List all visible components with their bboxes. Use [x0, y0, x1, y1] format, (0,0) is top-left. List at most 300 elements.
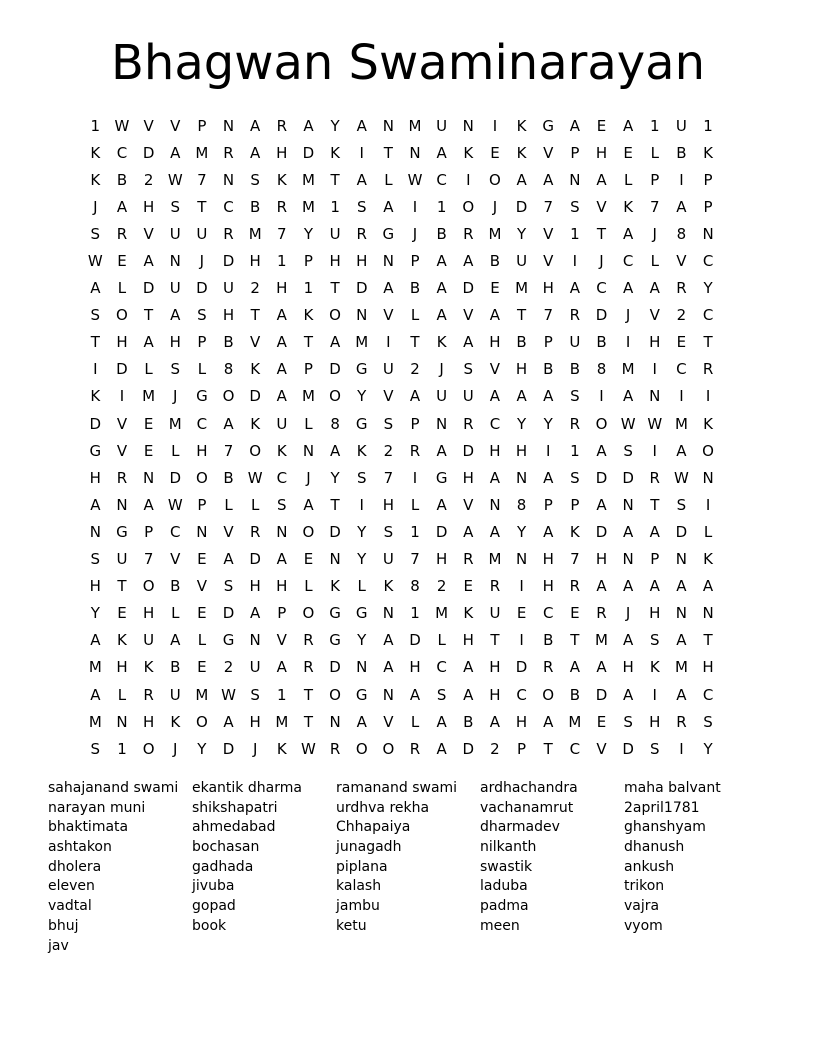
grid-letter: V — [276, 631, 287, 650]
grid-letter: A — [276, 658, 287, 677]
grid-letter: A — [436, 143, 447, 162]
grid-letter: E — [676, 333, 687, 352]
grid-letter: I — [545, 441, 551, 460]
grid-letter: A — [623, 279, 634, 298]
grid-letter: R — [542, 658, 554, 677]
grid-letter: K — [90, 143, 101, 162]
grid-letter: A — [623, 522, 634, 541]
grid-letter: D — [222, 739, 235, 758]
grid-letter: A — [543, 468, 554, 487]
grid-letter: 1 — [650, 116, 660, 135]
grid-letter: L — [144, 360, 153, 379]
grid-letter: H — [542, 550, 554, 569]
grid-letter: Y — [516, 414, 527, 433]
grid-letter: N — [382, 116, 394, 135]
grid-letter: M — [408, 116, 422, 135]
grid-letter: H — [462, 468, 474, 487]
grid-letter: S — [570, 197, 580, 216]
grid-letter: R — [649, 468, 660, 487]
grid-letter: H — [329, 252, 341, 271]
grid-letter: J — [652, 224, 657, 243]
grid-letter: G — [355, 414, 368, 433]
page-title: Bhagwan Swaminarayan — [110, 35, 706, 91]
grid-letter: M — [595, 631, 608, 650]
grid-letter: R — [463, 414, 474, 433]
grid-letter: H — [276, 577, 288, 596]
grid-letter: I — [625, 333, 631, 352]
grid-letter: E — [596, 712, 607, 731]
grid-letter: E — [197, 604, 207, 623]
grid-letter: P — [197, 116, 207, 135]
grid-letter: T — [410, 333, 420, 352]
grid-letter: N — [569, 170, 581, 189]
grid-letter: S — [90, 550, 101, 569]
grid-letter: K — [170, 712, 181, 731]
grid-letter: W — [167, 495, 183, 514]
grid-letter: J — [199, 252, 205, 271]
word-list-item: shikshapatri — [192, 799, 278, 816]
grid-letter: A — [489, 306, 501, 325]
grid-letter: A — [596, 495, 607, 514]
grid-letter: I — [679, 387, 684, 406]
grid-letter: H — [489, 333, 501, 352]
grid-letter: A — [303, 116, 314, 135]
grid-letter: H — [515, 441, 528, 460]
grid-letter: N — [382, 685, 394, 704]
grid-letter: V — [143, 224, 154, 243]
grid-letter: N — [169, 252, 181, 271]
grid-letter: A — [356, 712, 367, 731]
grid-letter: 7 — [223, 441, 234, 460]
grid-letter: R — [596, 604, 607, 623]
grid-letter: K — [623, 197, 634, 216]
grid-letter: B — [170, 577, 181, 596]
grid-letter: D — [622, 739, 634, 758]
grid-letter: R — [223, 143, 234, 162]
grid-letter: R — [276, 197, 288, 216]
grid-letter: N — [329, 712, 341, 731]
grid-letter: H — [489, 685, 501, 704]
grid-letter: A — [383, 197, 394, 216]
grid-letter: H — [222, 306, 235, 325]
grid-letter: P — [303, 360, 313, 379]
grid-letter: A — [649, 577, 660, 596]
grid-letter: R — [569, 306, 581, 325]
grid-letter: H — [116, 658, 128, 677]
grid-letter: K — [90, 387, 101, 406]
grid-letter: N — [702, 468, 714, 487]
grid-letter: E — [197, 658, 207, 677]
word-list-item: narayan muni — [48, 799, 146, 816]
grid-letter: R — [409, 441, 421, 460]
grid-letter: K — [703, 143, 713, 162]
grid-letter: K — [90, 170, 101, 189]
word-list-item: jav — [48, 937, 69, 954]
grid-letter: J — [173, 739, 178, 758]
grid-letter: E — [623, 143, 633, 162]
grid-letter: N — [489, 495, 501, 514]
grid-letter: U — [169, 279, 181, 298]
grid-letter: H — [542, 577, 554, 596]
grid-letter: G — [435, 468, 448, 487]
grid-letter: A — [516, 387, 527, 406]
grid-letter: H — [169, 333, 181, 352]
grid-row — [82, 708, 721, 735]
grid-letter: A — [90, 279, 101, 298]
grid-letter: A — [303, 495, 314, 514]
grid-letter: T — [250, 306, 260, 325]
grid-letter: L — [224, 495, 233, 514]
word-list-item: maha balvant — [624, 780, 721, 796]
grid-letter: H — [249, 577, 261, 596]
grid-row — [82, 275, 721, 302]
word-list-item: kalash — [336, 878, 382, 895]
grid-letter: C — [489, 414, 501, 433]
grid-letter: A — [596, 170, 607, 189]
grid-letter: A — [623, 387, 634, 406]
grid-letter: J — [439, 360, 444, 379]
word-list-item: ankush — [624, 858, 675, 875]
grid-letter: A — [543, 170, 554, 189]
grid-letter: A — [250, 604, 261, 623]
grid-letter: V — [170, 550, 181, 569]
grid-letter: N — [462, 116, 474, 135]
grid-letter: A — [623, 224, 634, 243]
grid-letter: 1 — [303, 279, 314, 298]
grid-letter: A — [489, 522, 501, 541]
grid-letter: W — [407, 170, 423, 189]
grid-letter: T — [197, 197, 207, 216]
grid-letter: O — [302, 604, 315, 623]
grid-letter: C — [622, 252, 634, 271]
grid-letter: G — [355, 604, 368, 623]
letter-grid — [82, 112, 721, 762]
grid-letter: R — [276, 116, 288, 135]
grid-letter: Y — [90, 604, 100, 623]
word-list-item: eleven — [48, 878, 95, 895]
grid-letter: O — [142, 577, 155, 596]
grid-letter: R — [303, 658, 314, 677]
grid-letter: K — [703, 414, 713, 433]
grid-letter: V — [170, 116, 181, 135]
grid-letter: 8 — [410, 577, 420, 596]
grid-letter: O — [222, 387, 235, 406]
word-list-item: ramanand swami — [336, 780, 458, 796]
grid-letter: U — [516, 252, 528, 271]
grid-letter: U — [489, 604, 501, 623]
grid-letter: B — [223, 333, 234, 352]
grid-letter: A — [436, 252, 447, 271]
grid-letter: Y — [330, 468, 340, 487]
grid-letter: D — [515, 197, 528, 216]
word-list — [48, 779, 768, 956]
grid-letter: G — [542, 116, 555, 135]
grid-letter: K — [276, 441, 287, 460]
grid-letter: V — [116, 441, 128, 460]
grid-letter: A — [596, 658, 607, 677]
grid-letter: H — [196, 441, 208, 460]
grid-letter: V — [463, 306, 474, 325]
word-list-item: 2april1781 — [624, 799, 700, 816]
grid-letter: U — [223, 279, 235, 298]
grid-letter: A — [250, 143, 261, 162]
grid-letter: A — [596, 577, 607, 596]
grid-letter: P — [650, 170, 660, 189]
grid-letter: C — [702, 306, 714, 325]
grid-letter: N — [675, 604, 688, 623]
grid-letter: S — [436, 685, 447, 704]
grid-letter: O — [302, 522, 315, 541]
grid-letter: 7 — [650, 197, 660, 216]
word-list-column — [480, 779, 624, 956]
grid-letter: I — [679, 170, 684, 189]
grid-letter: A — [543, 522, 554, 541]
grid-letter: H — [436, 550, 448, 569]
grid-letter: M — [568, 712, 582, 731]
grid-letter: R — [702, 360, 714, 379]
grid-letter: B — [596, 333, 607, 352]
grid-letter: S — [623, 441, 633, 460]
grid-letter: A — [569, 116, 580, 135]
grid-letter: A — [436, 739, 447, 758]
grid-letter: A — [676, 685, 687, 704]
word-list-item: urdhva rekha — [336, 799, 430, 816]
grid-letter: A — [170, 143, 181, 162]
grid-row — [82, 247, 721, 274]
grid-letter: M — [435, 604, 449, 623]
grid-letter: K — [516, 143, 527, 162]
grid-letter: Y — [357, 631, 367, 650]
grid-letter: J — [599, 252, 604, 271]
grid-letter: 1 — [117, 739, 127, 758]
grid-letter: 7 — [543, 306, 553, 325]
grid-letter: A — [623, 685, 634, 704]
grid-letter: Y — [303, 224, 314, 243]
word-list-item: dholera — [48, 858, 102, 875]
grid-letter: D — [116, 360, 128, 379]
grid-letter: C — [116, 143, 128, 162]
grid-letter: A — [276, 360, 287, 379]
grid-letter: T — [516, 306, 527, 325]
grid-letter: I — [652, 441, 657, 460]
grid-letter: G — [222, 631, 235, 650]
word-list-item: trikon — [624, 878, 665, 895]
grid-row — [82, 627, 721, 654]
word-list-item: gopad — [192, 898, 236, 915]
grid-letter: S — [170, 360, 180, 379]
grid-letter: B — [436, 224, 447, 243]
grid-letter: K — [569, 522, 580, 541]
grid-letter: B — [569, 685, 580, 704]
grid-letter: N — [436, 414, 448, 433]
grid-letter: H — [249, 712, 261, 731]
grid-letter: N — [702, 224, 714, 243]
grid-letter: P — [703, 170, 713, 189]
grid-letter: H — [515, 360, 528, 379]
grid-letter: I — [359, 495, 364, 514]
grid-letter: V — [596, 739, 607, 758]
grid-letter: Y — [330, 116, 340, 135]
grid-letter: R — [409, 739, 421, 758]
grid-letter: D — [142, 143, 155, 162]
grid-letter: J — [252, 739, 258, 758]
grid-letter: E — [570, 604, 580, 623]
grid-row — [82, 491, 721, 518]
grid-letter: C — [676, 360, 687, 379]
grid-letter: U — [169, 685, 181, 704]
grid-letter: H — [89, 577, 101, 596]
grid-letter: L — [650, 143, 659, 162]
grid-letter: 7 — [570, 550, 580, 569]
grid-letter: K — [463, 604, 474, 623]
grid-letter: P — [543, 495, 553, 514]
grid-letter: O — [329, 685, 341, 704]
grid-letter: K — [516, 116, 527, 135]
grid-letter: L — [384, 170, 393, 189]
grid-letter: I — [412, 468, 418, 487]
grid-letter: C — [196, 414, 208, 433]
word-list-item: vadtal — [48, 898, 92, 915]
grid-letter: N — [116, 712, 128, 731]
grid-letter: H — [249, 252, 261, 271]
grid-letter: O — [329, 306, 341, 325]
grid-letter: K — [276, 739, 287, 758]
grid-letter: 1 — [410, 604, 420, 623]
grid-letter: V — [543, 224, 554, 243]
grid-letter: D — [675, 522, 688, 541]
grid-letter: A — [676, 197, 687, 216]
grid-letter: D — [595, 468, 608, 487]
grid-letter: 8 — [516, 495, 527, 514]
grid-letter: 1 — [90, 116, 101, 135]
grid-letter: Y — [543, 414, 553, 433]
grid-letter: M — [301, 170, 315, 189]
grid-letter: G — [329, 631, 341, 650]
grid-letter: M — [355, 333, 369, 352]
grid-letter: O — [116, 306, 128, 325]
grid-letter: A — [463, 658, 474, 677]
grid-letter: Y — [703, 739, 713, 758]
grid-letter: K — [356, 441, 367, 460]
grid-letter: A — [383, 631, 394, 650]
grid-letter: 1 — [570, 224, 580, 243]
grid-letter: W — [167, 170, 183, 189]
grid-letter: N — [222, 170, 235, 189]
grid-letter: K — [436, 333, 447, 352]
grid-letter: I — [519, 577, 524, 596]
grid-letter: A — [223, 414, 234, 433]
grid-letter: V — [543, 252, 554, 271]
grid-letter: I — [119, 387, 125, 406]
grid-letter: R — [303, 631, 314, 650]
grid-letter: S — [197, 306, 207, 325]
grid-letter: R — [356, 224, 367, 243]
grid-letter: H — [89, 468, 101, 487]
grid-letter: B — [516, 333, 527, 352]
grid-letter: L — [304, 577, 313, 596]
grid-row — [82, 464, 721, 491]
grid-letter: N — [302, 441, 315, 460]
grid-letter: C — [596, 279, 607, 298]
word-list-item: Chhapaiya — [336, 819, 411, 836]
grid-letter: A — [276, 387, 287, 406]
grid-letter: P — [650, 550, 660, 569]
grid-letter: 2 — [143, 170, 154, 189]
grid-letter: J — [625, 604, 631, 623]
grid-letter: E — [303, 550, 314, 569]
grid-letter: 1 — [570, 441, 580, 460]
grid-letter: T — [650, 495, 660, 514]
grid-letter: L — [197, 360, 207, 379]
grid-letter: A — [463, 252, 474, 271]
grid-letter: U — [382, 550, 394, 569]
grid-letter: M — [88, 712, 102, 731]
grid-letter: R — [489, 577, 501, 596]
grid-letter: A — [143, 252, 154, 271]
grid-letter: N — [249, 631, 261, 650]
grid-letter: D — [222, 252, 235, 271]
grid-letter: A — [170, 631, 181, 650]
grid-letter: E — [516, 604, 527, 623]
grid-letter: N — [89, 522, 101, 541]
grid-letter: E — [463, 577, 474, 596]
grid-letter: H — [595, 143, 608, 162]
grid-letter: A — [356, 116, 367, 135]
grid-letter: I — [412, 197, 418, 216]
grid-letter: U — [436, 387, 448, 406]
grid-row — [82, 166, 721, 193]
word-list-item: bhaktimata — [48, 819, 129, 836]
grid-letter: B — [463, 712, 474, 731]
grid-letter: S — [463, 360, 474, 379]
grid-letter: A — [569, 279, 580, 298]
grid-letter: T — [543, 739, 553, 758]
grid-letter: H — [356, 252, 368, 271]
grid-letter: V — [649, 306, 660, 325]
grid-letter: S — [650, 739, 660, 758]
grid-letter: V — [143, 116, 154, 135]
grid-letter: U — [116, 550, 128, 569]
word-list-item: sahajanand swami — [48, 780, 179, 796]
grid-letter: S — [383, 522, 394, 541]
grid-letter: L — [171, 604, 180, 623]
grid-letter: U — [169, 224, 181, 243]
grid-letter: K — [463, 143, 474, 162]
grid-letter: W — [247, 468, 263, 487]
grid-letter: B — [489, 252, 501, 271]
grid-letter: T — [90, 333, 100, 352]
grid-letter: H — [116, 333, 128, 352]
grid-letter: T — [703, 631, 713, 650]
grid-letter: P — [703, 197, 713, 216]
grid-letter: T — [117, 577, 127, 596]
grid-letter: D — [329, 360, 341, 379]
grid-letter: M — [301, 197, 315, 216]
grid-letter: 1 — [410, 522, 420, 541]
grid-letter: A — [623, 116, 634, 135]
grid-letter: W — [620, 414, 636, 433]
grid-letter: K — [303, 306, 314, 325]
grid-letter: 7 — [277, 224, 287, 243]
grid-letter: R — [569, 577, 581, 596]
grid-letter: A — [223, 712, 234, 731]
grid-letter: 7 — [543, 197, 553, 216]
grid-letter: A — [463, 685, 474, 704]
grid-letter: I — [705, 495, 711, 514]
grid-letter: 8 — [676, 224, 687, 243]
grid-letter: A — [329, 441, 341, 460]
grid-letter: T — [330, 170, 340, 189]
